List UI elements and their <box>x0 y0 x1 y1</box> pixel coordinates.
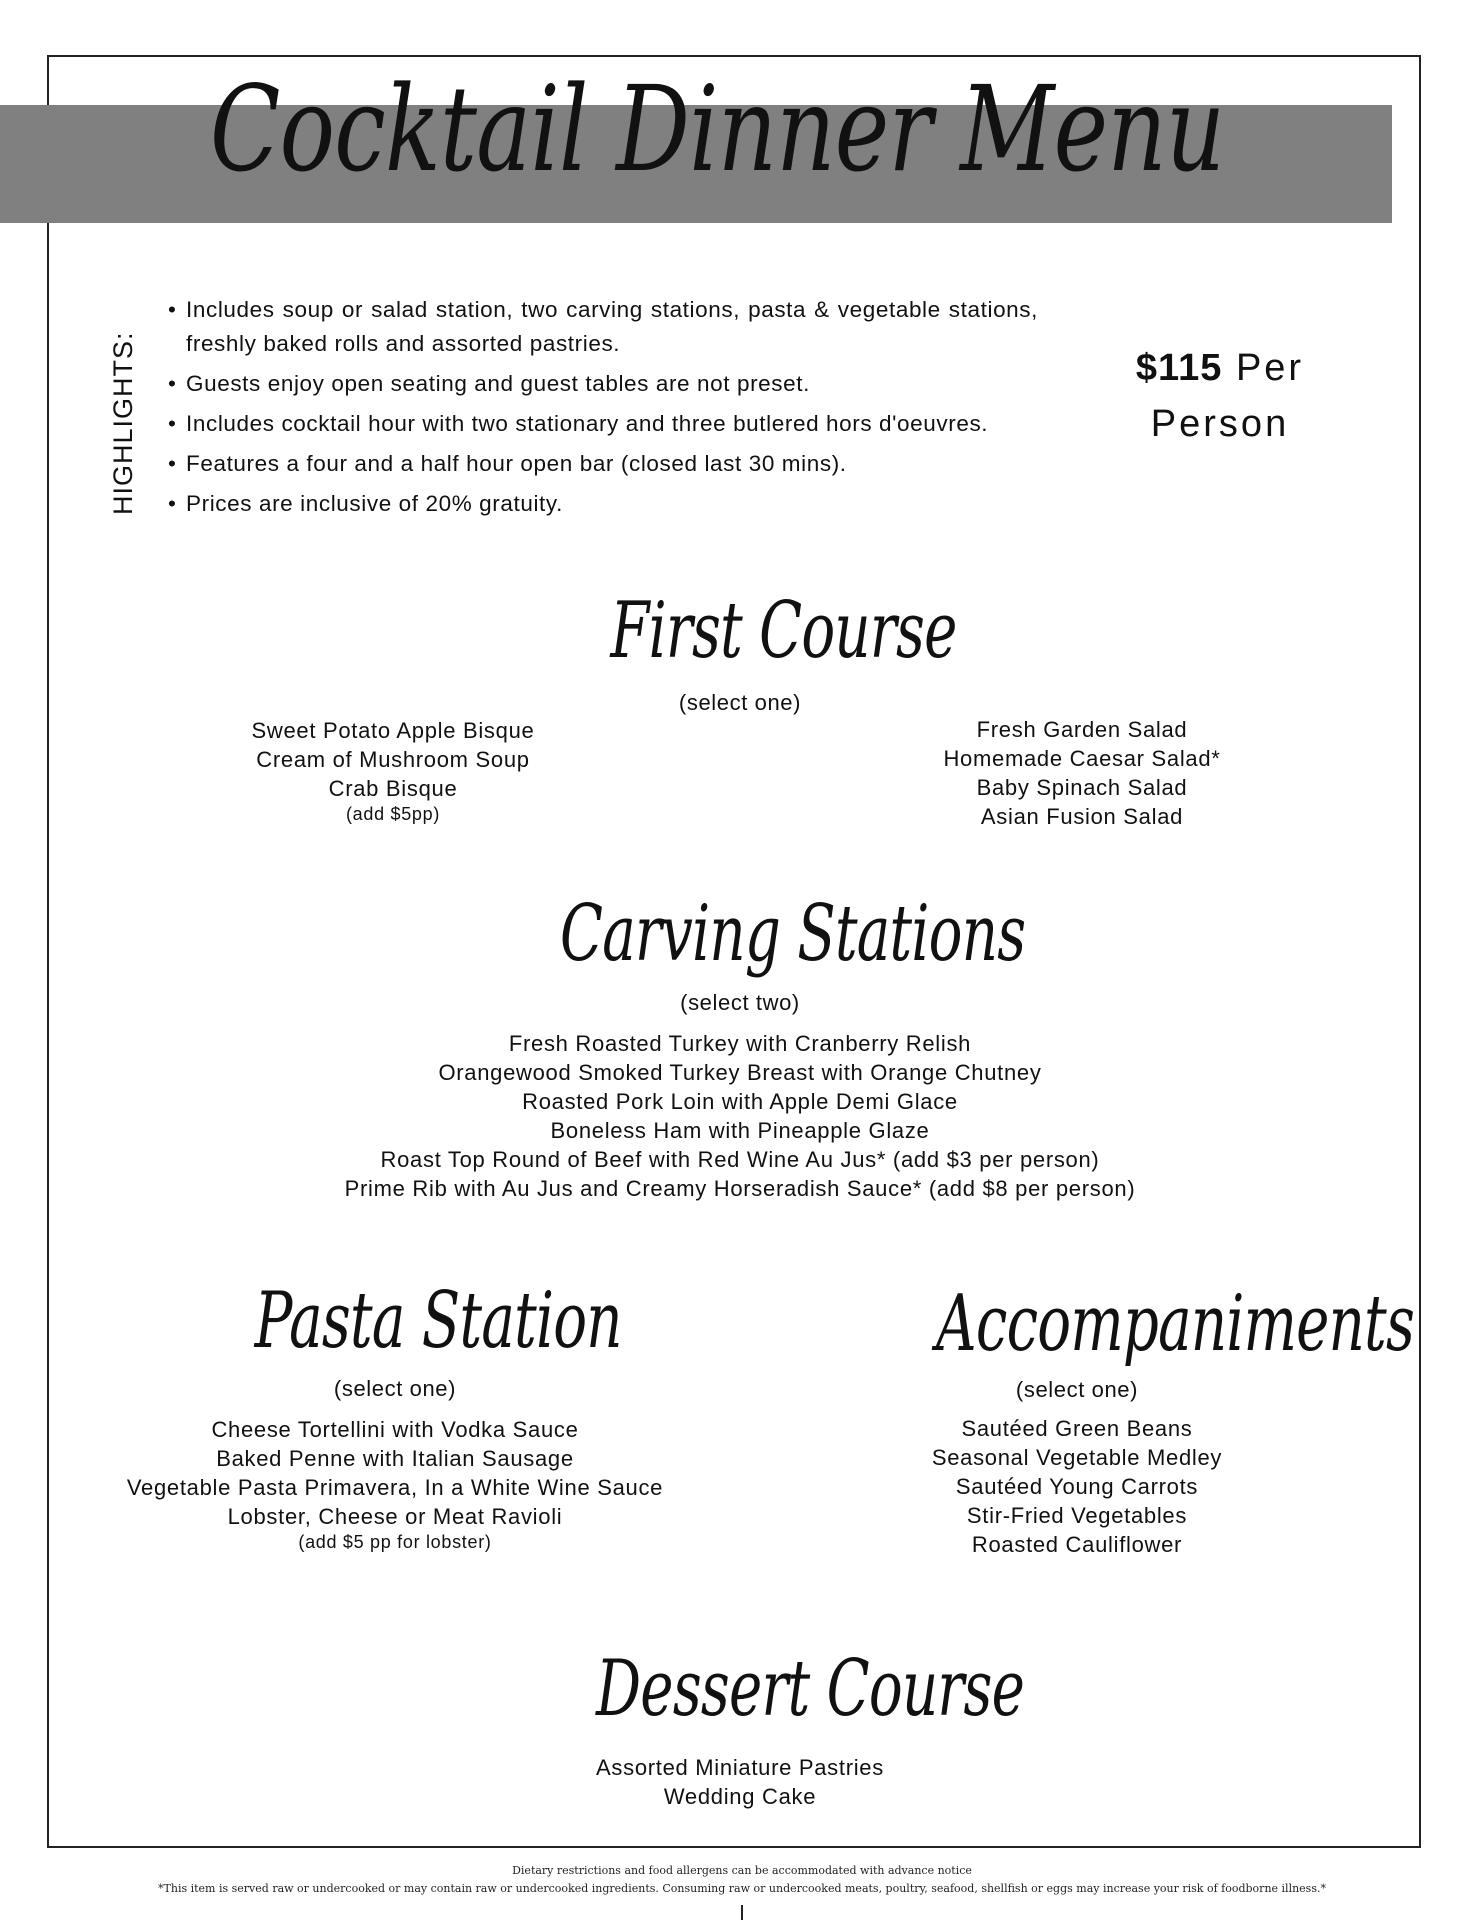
dessert-heading: Dessert Course <box>596 1644 1025 1734</box>
highlight-item: • Guests enjoy open seating and guest tables are not preset. <box>168 367 1038 401</box>
list-item: Wedding Cake <box>663 1784 817 1809</box>
pasta-heading: Pasta Station <box>254 1276 622 1366</box>
list-item: Homemade Caesar Salad* <box>943 746 1221 771</box>
list-item: Fresh Roasted Turkey with Cranberry Relish <box>508 1031 972 1056</box>
price-suffix-person: Person <box>1150 403 1290 445</box>
list-item: Roasted Pork Loin with Apple Demi Glace <box>522 1089 958 1114</box>
highlight-item: • Features a four and a half hour open bar (closed last 30 mins). <box>168 447 1038 481</box>
soup-list <box>193 716 593 825</box>
list-item: Boneless Ham with Pineapple Glaze <box>550 1118 930 1143</box>
carving-heading: Carving Stations <box>560 889 1026 979</box>
soup-addon-note: (add $5pp) <box>345 804 441 824</box>
price-suffix-per: Per <box>1235 347 1305 389</box>
dietary-note: Dietary restrictions and food allergens can be accommodated with advance notice <box>512 1864 972 1877</box>
list-item: Asian Fusion Salad <box>980 804 1184 829</box>
list-item: Cream of Mushroom Soup <box>256 747 530 772</box>
list-item: Roast Top Round of Beef with Red Wine Au Jus* (add $3 per person) <box>380 1147 1100 1172</box>
pasta-addon-note: (add $5 pp for lobster) <box>298 1532 492 1552</box>
price-amount: $115 <box>1135 347 1223 389</box>
highlight-item: • Includes cocktail hour with two stationary and three butlered hors d'oeuvres. <box>168 407 1038 441</box>
list-item: Baked Penne with Italian Sausage <box>216 1446 574 1471</box>
list-item: Lobster, Cheese or Meat Ravioli <box>227 1504 563 1529</box>
first-course-note: (select one) <box>678 690 802 715</box>
list-item: Sautéed Green Beans <box>961 1416 1193 1441</box>
list-item: Roasted Cauliflower <box>971 1532 1183 1557</box>
list-item: Prime Rib with Au Jus and Creamy Horseradish Sauce* (add $8 per person) <box>344 1176 1136 1201</box>
list-item: Baby Spinach Salad <box>976 775 1188 800</box>
list-item: Assorted Miniature Pastries <box>596 1755 884 1780</box>
footer-divider <box>741 1905 743 1920</box>
list-item: Crab Bisque <box>328 776 458 801</box>
carving-list <box>240 1029 1240 1203</box>
list-item: Seasonal Vegetable Medley <box>931 1445 1223 1470</box>
list-item: Orangewood Smoked Turkey Breast with Orange Chutney <box>438 1060 1042 1085</box>
list-item: Fresh Garden Salad <box>976 717 1188 742</box>
accompaniments-heading: Accompaniments <box>936 1279 1415 1369</box>
accompaniments-note: (select one) <box>1015 1377 1139 1402</box>
list-item: Stir-Fried Vegetables <box>966 1503 1188 1528</box>
highlight-item: • Includes soup or salad station, two carving stations, pasta & vegetable stations, freshly baked rolls and assorted pastries. <box>168 293 1038 361</box>
list-item: Cheese Tortellini with Vodka Sauce <box>211 1417 579 1442</box>
price-block <box>1090 340 1350 452</box>
pasta-list <box>55 1415 735 1553</box>
list-item: Sweet Potato Apple Bisque <box>251 718 535 743</box>
highlight-item: • Prices are inclusive of 20% gratuity. <box>168 487 1038 521</box>
list-item: Sautéed Young Carrots <box>955 1474 1199 1499</box>
highlights-list <box>168 293 1038 527</box>
pasta-note: (select one) <box>333 1376 457 1401</box>
carving-note: (select two) <box>680 990 800 1015</box>
highlights-label: HIGHLIGHTS: <box>108 331 138 515</box>
salad-list <box>882 715 1282 831</box>
first-course-heading: First Course <box>610 586 957 676</box>
dessert-list <box>540 1753 940 1811</box>
menu-title: Cocktail Dinner Menu <box>210 60 1225 198</box>
accompaniments-list <box>877 1414 1277 1559</box>
list-item: Vegetable Pasta Primavera, In a White Wine Sauce <box>126 1475 664 1500</box>
raw-food-disclaimer: *This item is served raw or undercooked or may contain raw or undercooked ingredients. Consuming raw or undercooked meats, poultry, seafood, shellfish or eggs may increase your risk of foodborne illness.* <box>158 1882 1326 1895</box>
